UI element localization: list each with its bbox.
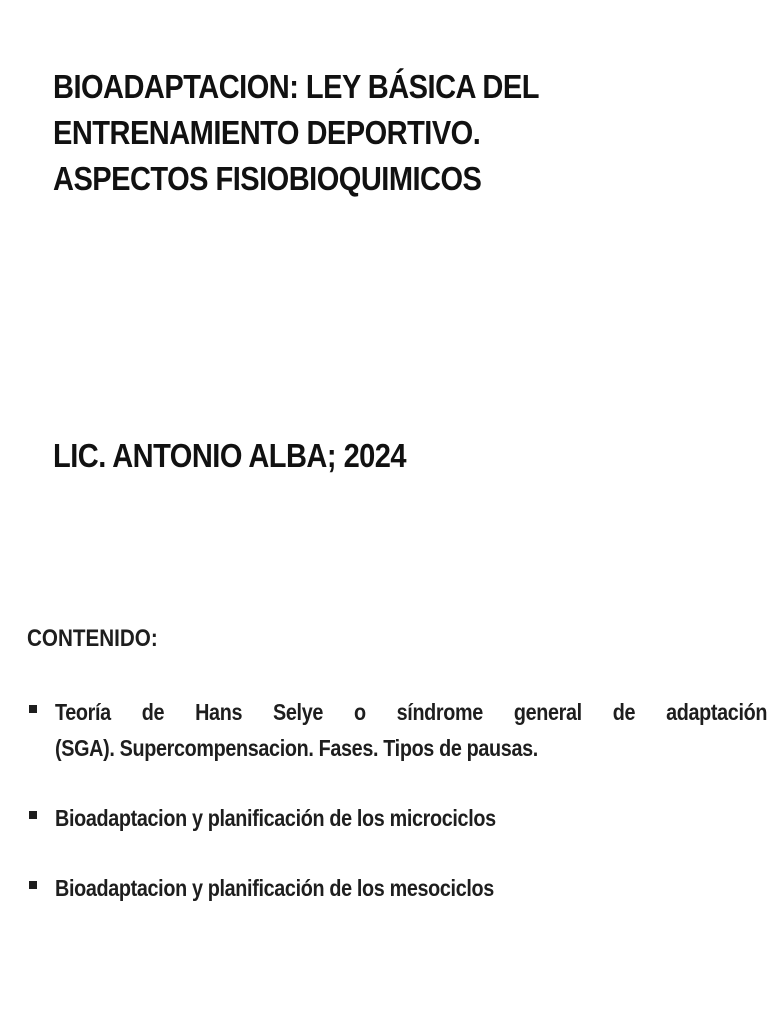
contents-list — [27, 694, 768, 940]
list-item-line: Teoría de Hans Selye o síndrome general de adaptación — [55, 699, 768, 725]
title-line: ASPECTOS FISIOBIOQUIMICOS — [53, 160, 482, 197]
contents-heading: CONTENIDO: — [27, 625, 158, 652]
square-bullet-icon — [29, 705, 37, 713]
list-item-text: Bioadaptacion y planificación de los mesociclos — [55, 875, 494, 901]
list-item-line: (SGA). Supercompensacion. Fases. Tipos de pausas. — [55, 735, 538, 761]
square-bullet-icon — [29, 811, 37, 819]
list-item — [27, 694, 768, 766]
list-item — [27, 800, 741, 836]
square-bullet-icon — [29, 881, 37, 889]
list-item-text: Bioadaptacion y planificación de los microciclos — [55, 805, 496, 831]
title-line: ENTRENAMIENTO DEPORTIVO. — [53, 114, 481, 151]
title-line: BIOADAPTACION: LEY BÁSICA DEL — [53, 68, 539, 105]
list-item-text — [55, 694, 768, 766]
document-title — [53, 64, 651, 202]
author-line: LIC. ANTONIO ALBA; 2024 — [53, 437, 407, 474]
list-item — [27, 870, 741, 906]
